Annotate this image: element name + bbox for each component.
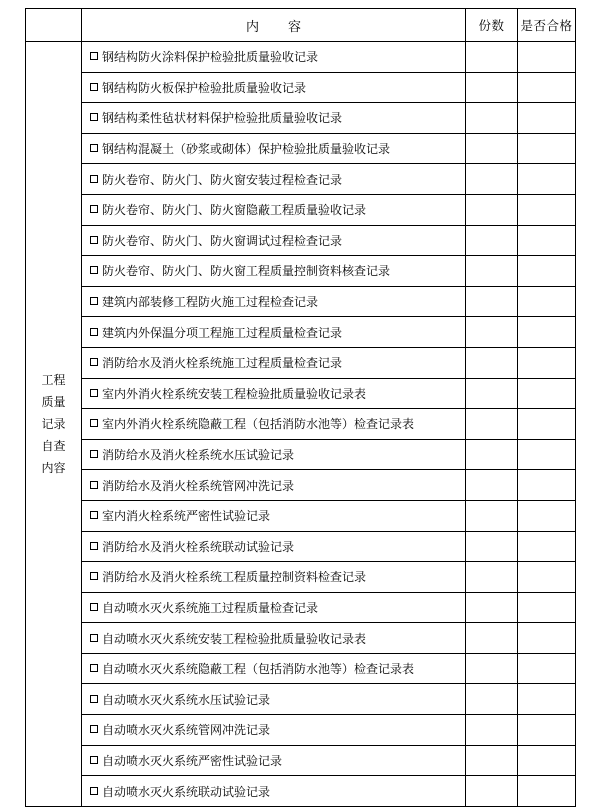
row-group-label-line: 工程 <box>41 372 66 387</box>
pass-cell[interactable] <box>518 103 576 134</box>
count-cell[interactable] <box>466 470 518 501</box>
count-cell[interactable] <box>466 194 518 225</box>
checkbox-icon[interactable] <box>90 205 98 213</box>
checkbox-icon[interactable] <box>90 358 98 366</box>
record-item-label: 自动喷水灭火系统安装工程检验批质量验收记录表 <box>102 631 367 646</box>
table-row <box>26 562 576 593</box>
pass-cell[interactable] <box>518 439 576 470</box>
record-item-cell[interactable] <box>82 745 466 776</box>
record-item-cell[interactable] <box>82 684 466 715</box>
pass-cell[interactable] <box>518 164 576 195</box>
record-item-label: 消防给水及消火栓系统管网冲洗记录 <box>102 478 295 493</box>
record-item-cell[interactable] <box>82 653 466 684</box>
table-header-row <box>26 9 576 42</box>
record-item-cell[interactable] <box>82 164 466 195</box>
record-item-label: 室内外消火栓系统隐蔽工程（包括消防水池等）检查记录表 <box>102 417 415 432</box>
checkbox-icon[interactable] <box>90 603 98 611</box>
record-item-label: 建筑内外保温分项工程施工过程质量检查记录 <box>102 325 343 340</box>
count-cell[interactable] <box>466 653 518 684</box>
pass-cell[interactable] <box>518 378 576 409</box>
record-item-label: 防火卷帘、防火门、防火窗工程质量控制资料核查记录 <box>102 264 391 279</box>
table-row <box>26 592 576 623</box>
row-group-label-line: 内容 <box>41 460 66 475</box>
count-cell[interactable] <box>466 776 518 807</box>
checkbox-icon[interactable] <box>90 695 98 703</box>
table-row <box>26 225 576 256</box>
count-cell[interactable] <box>466 133 518 164</box>
table-row <box>26 470 576 501</box>
row-group-label-line: 质量 <box>41 394 66 409</box>
checkbox-icon[interactable] <box>90 664 98 672</box>
row-group-label-line: 自查 <box>41 438 66 453</box>
table-row <box>26 623 576 654</box>
checkbox-icon[interactable] <box>90 725 98 733</box>
count-cell[interactable] <box>466 286 518 317</box>
record-item-cell[interactable] <box>82 286 466 317</box>
record-item-label: 消防给水及消火栓系统工程质量控制资料检查记录 <box>102 570 367 585</box>
table-row <box>26 378 576 409</box>
checkbox-icon[interactable] <box>90 175 98 183</box>
pass-cell[interactable] <box>518 72 576 103</box>
table-row <box>26 256 576 287</box>
pass-cell[interactable] <box>518 286 576 317</box>
checkbox-icon[interactable] <box>90 236 98 244</box>
checkbox-icon[interactable] <box>90 389 98 397</box>
count-cell[interactable] <box>466 409 518 440</box>
checkbox-icon[interactable] <box>90 756 98 764</box>
record-item-cell[interactable] <box>82 715 466 746</box>
record-item-cell[interactable] <box>82 103 466 134</box>
pass-cell[interactable] <box>518 317 576 348</box>
pass-cell[interactable] <box>518 409 576 440</box>
record-item-label: 自动喷水灭火系统管网冲洗记录 <box>102 723 271 738</box>
row-group-label-line: 记录 <box>41 416 66 431</box>
count-cell[interactable] <box>466 592 518 623</box>
table-row <box>26 745 576 776</box>
record-item-cell[interactable] <box>82 500 466 531</box>
table-row <box>26 715 576 746</box>
table-row <box>26 72 576 103</box>
pass-cell[interactable] <box>518 623 576 654</box>
pass-cell[interactable] <box>518 745 576 776</box>
pass-cell[interactable] <box>518 133 576 164</box>
table-row <box>26 653 576 684</box>
checkbox-icon[interactable] <box>90 328 98 336</box>
pass-cell[interactable] <box>518 347 576 378</box>
checkbox-icon[interactable] <box>90 52 98 60</box>
checkbox-icon[interactable] <box>90 572 98 580</box>
table-row <box>26 776 576 807</box>
checkbox-icon[interactable] <box>90 511 98 519</box>
table-row <box>26 286 576 317</box>
count-cell[interactable] <box>466 42 518 73</box>
record-item-cell[interactable] <box>82 776 466 807</box>
record-item-cell[interactable] <box>82 225 466 256</box>
pass-cell[interactable] <box>518 470 576 501</box>
record-item-cell[interactable] <box>82 256 466 287</box>
header-pass-cell: 是否合格 <box>518 9 576 42</box>
pass-cell[interactable] <box>518 684 576 715</box>
record-item-cell[interactable] <box>82 531 466 562</box>
record-item-label: 自动喷水灭火系统联动试验记录 <box>102 784 271 799</box>
checkbox-icon[interactable] <box>90 297 98 305</box>
pass-cell[interactable] <box>518 715 576 746</box>
table-row <box>26 103 576 134</box>
count-cell[interactable] <box>466 72 518 103</box>
pass-cell[interactable] <box>518 776 576 807</box>
table-row <box>26 164 576 195</box>
checkbox-icon[interactable] <box>90 113 98 121</box>
record-item-label: 钢结构混凝土（砂浆或砌体）保护检验批质量验收记录 <box>102 142 391 157</box>
record-item-label: 消防给水及消火栓系统施工过程质量检查记录 <box>102 356 343 371</box>
count-cell[interactable] <box>466 225 518 256</box>
record-item-cell[interactable] <box>82 592 466 623</box>
count-cell[interactable] <box>466 531 518 562</box>
record-item-cell[interactable] <box>82 409 466 440</box>
record-item-label: 防火卷帘、防火门、防火窗调试过程检查记录 <box>102 233 343 248</box>
checkbox-icon[interactable] <box>90 419 98 427</box>
record-item-label: 自动喷水灭火系统隐蔽工程（包括消防水池等）检查记录表 <box>102 662 415 677</box>
header-count-cell: 份数 <box>466 9 518 42</box>
table-row <box>26 347 576 378</box>
pass-cell[interactable] <box>518 42 576 73</box>
table-row <box>26 500 576 531</box>
checkbox-icon[interactable] <box>90 634 98 642</box>
record-item-cell[interactable] <box>82 378 466 409</box>
count-cell[interactable] <box>466 715 518 746</box>
count-cell[interactable] <box>466 164 518 195</box>
checkbox-icon[interactable] <box>90 787 98 795</box>
record-item-cell[interactable] <box>82 194 466 225</box>
table-row <box>26 531 576 562</box>
record-item-label: 消防给水及消火栓系统水压试验记录 <box>102 448 295 463</box>
pass-cell[interactable] <box>518 592 576 623</box>
record-item-cell[interactable] <box>82 72 466 103</box>
pass-cell[interactable] <box>518 531 576 562</box>
checkbox-icon[interactable] <box>90 450 98 458</box>
checkbox-icon[interactable] <box>90 144 98 152</box>
record-item-label: 钢结构防火板保护检验批质量验收记录 <box>102 80 307 95</box>
count-cell[interactable] <box>466 378 518 409</box>
record-item-label: 建筑内部装修工程防火施工过程检查记录 <box>102 295 319 310</box>
count-cell[interactable] <box>466 256 518 287</box>
pass-cell[interactable] <box>518 500 576 531</box>
record-item-cell[interactable] <box>82 42 466 73</box>
record-item-cell[interactable] <box>82 347 466 378</box>
checkbox-icon[interactable] <box>90 481 98 489</box>
table-row <box>26 133 576 164</box>
header-label-cell <box>26 9 82 42</box>
record-item-cell[interactable] <box>82 317 466 348</box>
table-row <box>26 409 576 440</box>
checkbox-icon[interactable] <box>90 266 98 274</box>
record-item-label: 防火卷帘、防火门、防火窗安装过程检查记录 <box>102 172 343 187</box>
table-row <box>26 194 576 225</box>
pass-cell[interactable] <box>518 225 576 256</box>
record-item-label: 自动喷水灭火系统严密性试验记录 <box>102 753 283 768</box>
pass-cell[interactable] <box>518 562 576 593</box>
pass-cell[interactable] <box>518 653 576 684</box>
record-item-label: 室内消火栓系统严密性试验记录 <box>102 509 271 524</box>
pass-cell[interactable] <box>518 194 576 225</box>
count-cell[interactable] <box>466 562 518 593</box>
count-cell[interactable] <box>466 684 518 715</box>
count-cell[interactable] <box>466 439 518 470</box>
record-item-label: 消防给水及消火栓系统联动试验记录 <box>102 539 295 554</box>
count-cell[interactable] <box>466 317 518 348</box>
record-item-label: 自动喷水灭火系统施工过程质量检查记录 <box>102 600 319 615</box>
record-item-cell[interactable] <box>82 623 466 654</box>
count-cell[interactable] <box>466 347 518 378</box>
record-item-cell[interactable] <box>82 470 466 501</box>
checkbox-icon[interactable] <box>90 542 98 550</box>
table-row <box>26 317 576 348</box>
count-cell[interactable] <box>466 500 518 531</box>
checkbox-icon[interactable] <box>90 83 98 91</box>
record-item-label: 防火卷帘、防火门、防火窗隐蔽工程质量验收记录 <box>102 203 367 218</box>
count-cell[interactable] <box>466 623 518 654</box>
quality-record-table <box>25 8 576 807</box>
count-cell[interactable] <box>466 745 518 776</box>
record-item-label: 钢结构防火涂料保护检验批质量验收记录 <box>102 50 319 65</box>
count-cell[interactable] <box>466 103 518 134</box>
record-item-cell[interactable] <box>82 562 466 593</box>
table-row <box>26 42 576 73</box>
record-item-cell[interactable] <box>82 439 466 470</box>
record-item-label: 自动喷水灭火系统水压试验记录 <box>102 692 271 707</box>
record-item-label: 室内外消火栓系统安装工程检验批质量验收记录表 <box>102 386 367 401</box>
table-row <box>26 684 576 715</box>
record-item-cell[interactable] <box>82 133 466 164</box>
header-content-cell: 内 容 <box>82 9 466 42</box>
row-group-label <box>26 42 82 807</box>
record-item-label: 钢结构柔性毡状材料保护检验批质量验收记录 <box>102 111 343 126</box>
pass-cell[interactable] <box>518 256 576 287</box>
table-row <box>26 439 576 470</box>
